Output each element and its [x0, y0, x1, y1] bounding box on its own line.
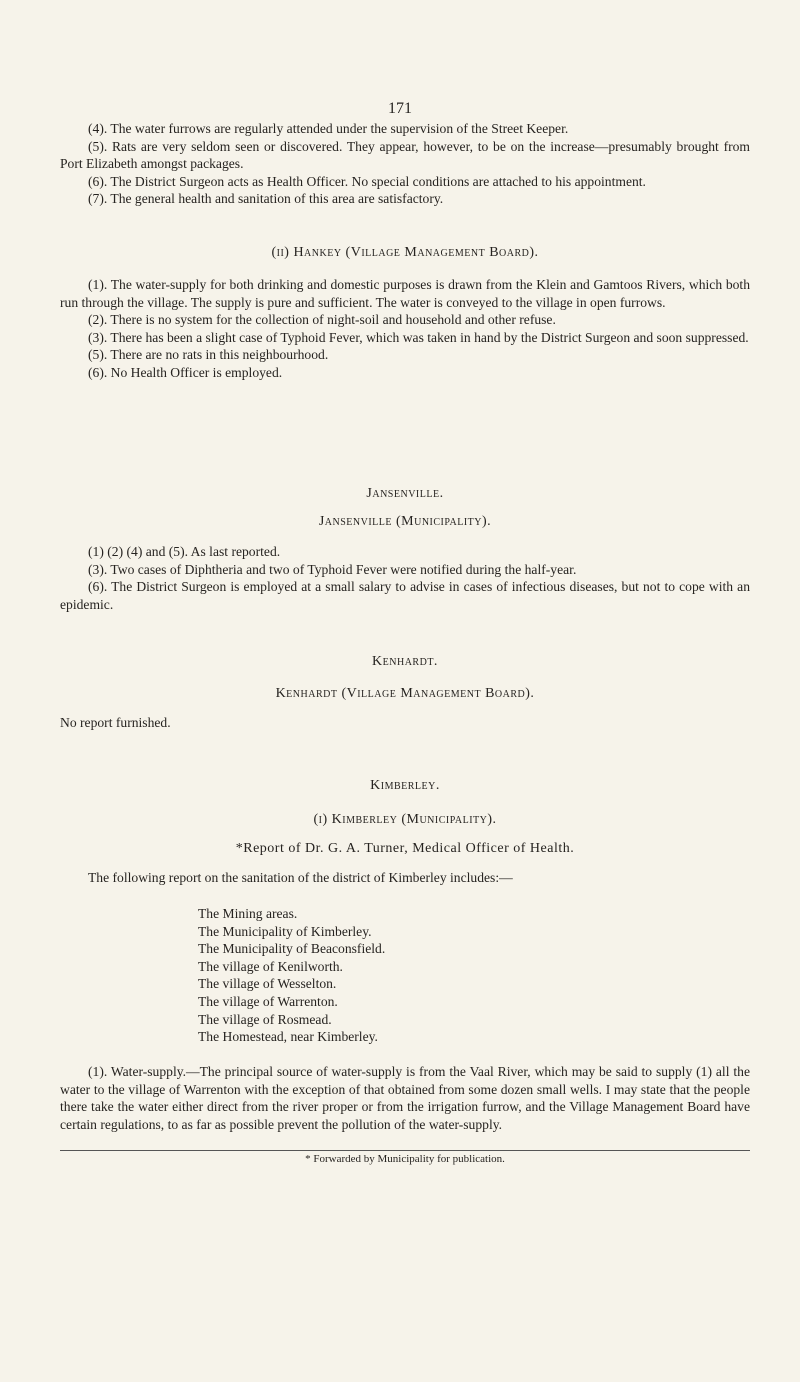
list-item: The Municipality of Beaconsfield.	[198, 941, 386, 957]
list-item: The village of Warrenton.	[198, 993, 338, 1009]
paragraph-7: (7). The general health and sanitation of this area are satisfactory.	[88, 191, 444, 206]
page-number: 171	[388, 100, 412, 117]
list-item: The Municipality of Kimberley.	[198, 923, 372, 939]
footnote: * Forwarded by Municipality for publication.	[305, 1153, 505, 1165]
footnote-rule	[60, 1150, 750, 1151]
hankey-section	[60, 276, 750, 381]
kimberley-report-line: *Report of Dr. G. A. Turner, Medical Officer of Health.	[235, 841, 575, 856]
list-item: The village of Kenilworth.	[198, 958, 343, 974]
paragraph-6: (6). No Health Officer is employed.	[88, 364, 283, 380]
hankey-continued-section	[60, 120, 750, 208]
paragraph-6: (6). The District Surgeon is employed at a small salary to advise in cases of infectious diseases, but not to cope with an epidemic.	[60, 579, 750, 612]
paragraph-6: (6). The District Surgeon acts as Health Officer. No special conditions are attached to his appointment.	[88, 173, 646, 189]
paragraph-4: (4). The water furrows are regularly attended under the supervision of the Street Keeper.	[88, 121, 569, 136]
jansenville-heading: Jansenville (Municipality).	[318, 514, 492, 529]
paragraph-1: (1) (2) (4) and (5). As last reported.	[88, 544, 281, 559]
paragraph-3: (3). There has been a slight case of Typhoid Fever, which was taken in hand by the District Surgeon and soon suppressed.	[88, 329, 749, 345]
paragraph-2: (2). There is no system for the collection of night-soil and household and other refuse.	[88, 312, 556, 327]
paragraph-no-report: No report furnished.	[60, 715, 171, 730]
paragraph-1: (1). The water-supply for both drinking and domestic purposes is drawn from the Klein and Gamtoos Rivers, which both run through the village. The supply is pure and sufficient. The water is conveyed to the village in open furrows.	[60, 277, 750, 310]
paragraph-intro: The following report on the sanitation of the district of Kimberley includes:—	[88, 870, 513, 885]
jansenville-section	[60, 543, 750, 613]
kimberley-title: Kimberley.	[370, 778, 440, 793]
kimberley-water-supply	[60, 1063, 750, 1133]
kimberley-areas-list	[198, 905, 385, 1046]
paragraph-water-supply: (1). Water-supply.—The principal source of water-supply is from the Vaal River, which may be said to supply (1) all the water to the village of Warrenton with the exception of that obtained from some dozen small wells. I may state that the people there take the water either direct from the river proper or from the irrigation furrow, and the Village Management Board have certain regulations, to as far as possible prevent the pollution of the water-supply.	[60, 1064, 750, 1132]
kenhardt-heading: Kenhardt (Village Management Board).	[275, 686, 535, 701]
paragraph-3: (3). Two cases of Diphtheria and two of Typhoid Fever were notified during the half-year.	[88, 561, 577, 577]
kimberley-intro	[60, 869, 750, 887]
list-item: The Homestead, near Kimberley.	[198, 1029, 378, 1045]
paragraph-5: (5). Rats are very seldom seen or discovered. They appear, however, to be on the increase—presumably brought from Port Elizabeth amongst packages.	[60, 138, 750, 171]
list-item: The village of Rosmead.	[198, 1011, 332, 1027]
list-item: The village of Wesselton.	[198, 976, 337, 992]
jansenville-title: Jansenville.	[366, 486, 444, 501]
kimberley-heading: (i) Kimberley (Municipality).	[313, 812, 497, 827]
kenhardt-title: Kenhardt.	[372, 654, 438, 669]
list-item: The Mining areas.	[198, 906, 298, 921]
kenhardt-section	[60, 714, 750, 732]
hankey-heading: (ii) Hankey (Village Management Board).	[271, 245, 539, 260]
paragraph-5: (5). There are no rats in this neighbourhood.	[88, 347, 329, 362]
